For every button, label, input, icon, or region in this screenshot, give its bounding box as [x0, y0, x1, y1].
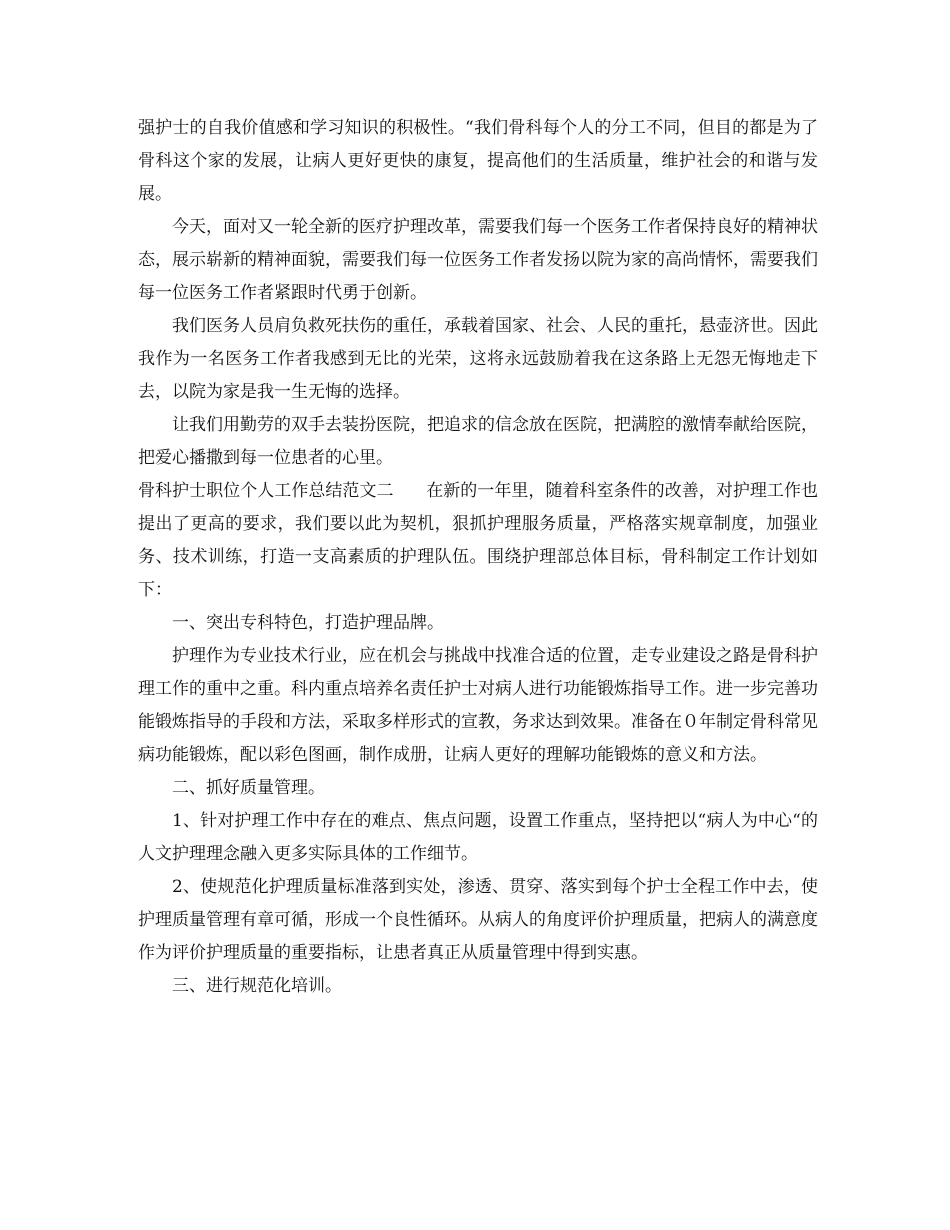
paragraph-7: 2、使规范化护理质量标准落到实处，渗透、贯穿、落实到每个护士全程工作中去，使护理质量管理有章可循，形成一个良性循环。从病人的角度评价护理质量，把病人的满意度作为评价护理质量的重要指标，让患者真正从质量管理中得到实惠。 [138, 877, 818, 963]
heading-2: 二、抓好质量管理。 [172, 778, 325, 798]
section-title: 骨科护士职位个人工作总结范文二 [138, 481, 394, 501]
paragraph-1: 强护士的自我价值感和学习知识的积极性。“我们骨科每个人的分工不同，但目的都是为了骨科这个家的发展，让病人更好更快的康复，提高他们的生活质量，维护社会的和谐与发展。 [138, 118, 818, 204]
paragraph-3: 我们医务人员肩负救死扶伤的重任，承载着国家、社会、人民的重托，悬壶济世。因此我作为一名医务工作者我感到无比的光荣，这将永远鼓励着我在这条路上无怨无悔地走下去，以院为家是我一生无悔的选择。 [138, 316, 818, 402]
paragraph-4: 让我们用勤劳的双手去装扮医院，把追求的信念放在医院，把满腔的激情奉献给医院，把爱心播撒到每一位患者的心里。 [138, 415, 818, 468]
paragraph-5: 护理作为专业技术行业，应在机会与挑战中找准合适的位置，走专业建设之路是骨科护理工作的重中之重。科内重点培养名责任护士对病人进行功能锻炼指导工作。进一步完善功能锻炼指导的手段和方法，采取多样形式的宣教，务求达到效果。准备在０年制定骨科常见病功能锻炼，配以彩色图画，制作成册，让病人更好的理解功能锻炼的意义和方法。 [138, 646, 818, 765]
heading-3: 三、进行规范化培训。 [172, 976, 342, 996]
heading-1: 一、突出专科特色，打造护理品牌。 [172, 613, 444, 633]
section-paragraph [138, 475, 818, 607]
section-intro: 在新的一年里，随着科室条件的改善，对护理工作也提出了更高的要求，我们要以此为契机，狠抓护理服务质量，严格落实规章制度，加强业务、技术训练，打造一支高素质的护理队伍。围绕护理部总体目标，骨科制定工作计划如下： [138, 481, 819, 600]
document-page [138, 112, 818, 1003]
paragraph-6: 1、针对护理工作中存在的难点、焦点问题，设置工作重点，坚持把以“病人为中心“的人文护理理念融入更多实际具体的工作细节。 [138, 811, 818, 864]
paragraph-2: 今天，面对又一轮全新的医疗护理改革，需要我们每一个医务工作者保持良好的精神状态，展示崭新的精神面貌，需要我们每一位医务工作者发扬以院为家的高尚情怀，需要我们每一位医务工作者紧跟时代勇于创新。 [138, 217, 818, 303]
